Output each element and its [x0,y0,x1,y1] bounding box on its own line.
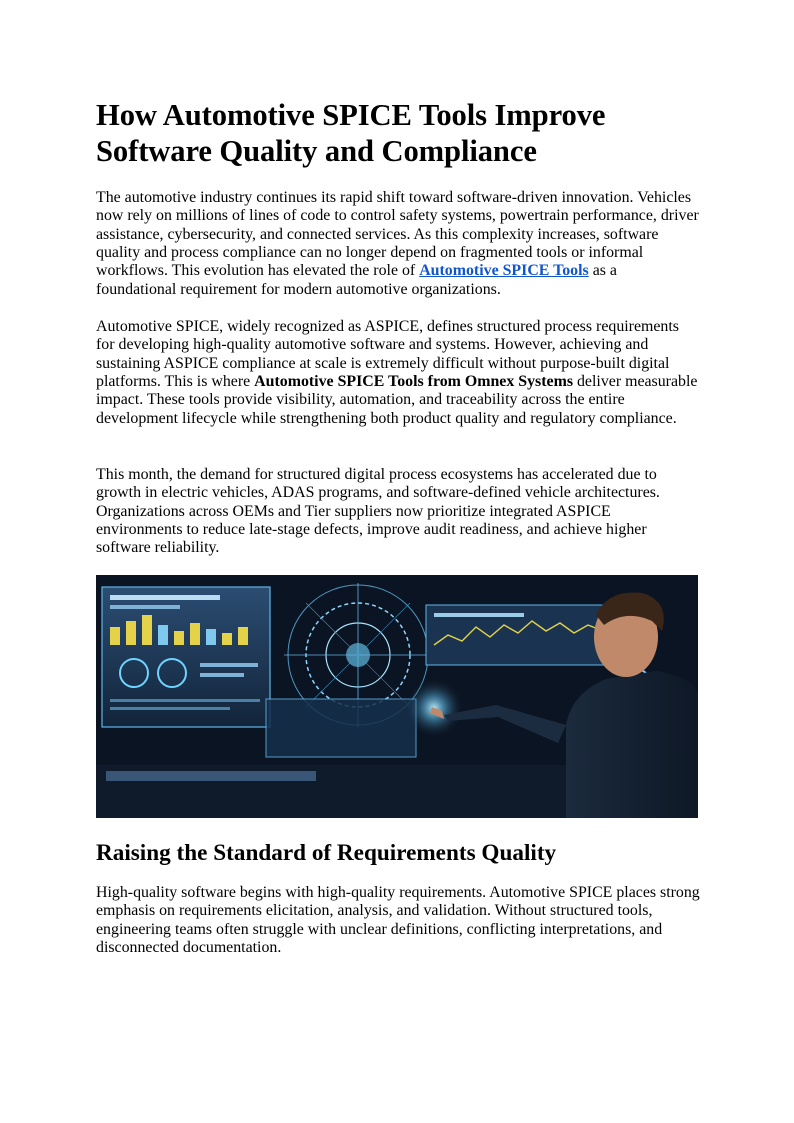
requirements-paragraph: High-quality software begins with high-quality requirements. Automotive SPICE places strong emphasis on requirements elicitation, analysis, and validation. Without structured tools, engineering teams often struggle with unclear definitions, conflicting interpretations, and disconnected documentation. [96,884,700,957]
demand-paragraph: This month, the demand for structured digital process ecosystems has accelerated due to growth in electric vehicles, ADAS programs, and software-defined vehicle architectures. Organizations across OEMs and Tier suppliers now prioritize integrated ASPICE environments to reduce late-stage defects, improve audit readiness, and achieve higher software reliability. [96,466,660,557]
p2-text-before: Automotive SPICE, widely recognized as ASPICE, defines structured process requirements for developing high-quality automotive software and systems. However, achieving and sustaining ASPICE compliance at scale is extremely difficult without purpose-built digital platforms. This is where [96,318,679,391]
automotive-spice-tools-link[interactable]: Automotive SPICE Tools [419,262,589,280]
aspice-paragraph [96,318,700,428]
intro-paragraph [96,189,700,299]
article-title: How Automotive SPICE Tools Improve Software Quality and Compliance [96,98,606,168]
hero-illustration [96,575,698,818]
p1-text-after: as a foundational requirement for modern automotive organizations. [96,262,617,298]
omnex-tools-bold: Automotive SPICE Tools from Omnex Systems [254,373,574,391]
p1-text-before: The automotive industry continues its rapid shift toward software-driven innovation. Vehicles now rely on millions of lines of code to control safety systems, powertrain performance, driver assistance, cybersecurity, and connected services. As this complexity increases, software quality and process compliance can no longer depend on fragmented tools or informal workflows. This evolution has elevated the role of [96,189,699,280]
section-heading: Raising the Standard of Requirements Quality [96,840,557,866]
p2-text-after: deliver measurable impact. These tools provide visibility, automation, and traceability across the entire development lifecycle while strengthening both product quality and regulatory compliance. [96,373,698,427]
hero-image [96,575,698,818]
